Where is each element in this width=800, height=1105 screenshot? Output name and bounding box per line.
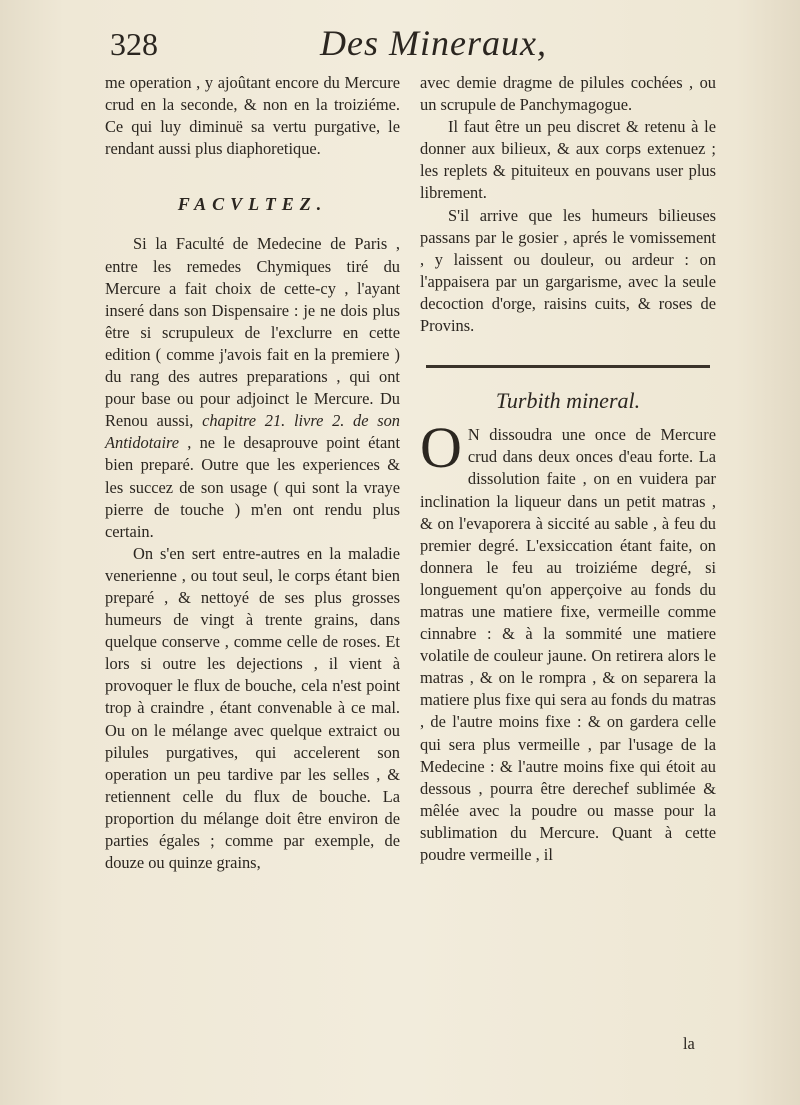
page-header <box>110 22 710 66</box>
page-number: 328 <box>110 26 158 62</box>
left-column <box>105 72 400 874</box>
right-paragraph-4-text: N dissoudra une once de Mercure crud dans deux onces d'eau forte. La dissolution faite , on en vuidera par inclination la liqueur dans un petit matras , & on l'evaporera à siccité au sable , à feu du premier degré. L'exsiccation étant faite, on donnera le feu au troiziéme degré, si longuement qu'on apperçoive au fonds du matras une matiere fixe, vermeille comme cinnabre : & à la sommité une matiere volatile de couleur jaune. On retirera alors le matras , & on le rompra , & on separera la matiere plus fixe qui sera au fonds du matras , de l'autre moins fixe : & on gardera celle qui sera plus vermeille , par l'usage de la Medecine : & l'autre moins fixe qui étoit au dessous , pourra être derechef sublimée & mêlée avec la poudre ou masse pour la sublimation du Mercure. Quant à cette poudre vermeille , il <box>420 425 716 864</box>
left-paragraph-2-reference: chapitre 21. livre 2. de son Antidotaire <box>105 411 400 453</box>
left-paragraph-2-b: , ne le desaprouve point étant bien preparé. Outre que les experiences & les succez de son usage ( qui sont la vraye pierre de touche ) m'en ont rendu plus certain. <box>105 433 400 541</box>
right-paragraph-2: Il faut être un peu discret & retenu à le donner aux bilieux, & aux corps extenuez ; les replets & pituiteux en pouvans user plus librement. <box>420 117 716 203</box>
left-paragraph-2-a: Si la Faculté de Medecine de Paris , entre les remedes Chymiques tiré du Mercure a fait choix de cette-cy , l'ayant inseré dans son Dispensaire : je ne dois plus être si scrupuleux de l'exclurre en cette edition ( comme j'avois fait en la premiere ) du rang des autres preparations , qui ont pour base ou pour adjoinct le Mercure. Du Renou aussi, <box>105 234 400 431</box>
left-paragraph-2 <box>105 233 400 542</box>
right-paragraph-3: S'il arrive que les humeurs bilieuses passans par le gosier , aprés le vomissement , y laissent ou douleur, ou ardeur : on l'appaisera par un gargarisme, avec la seule decoction d'orge, raisins cuits, & roses de Provins. <box>420 205 716 336</box>
running-title: Des Mineraux, <box>320 23 547 63</box>
catchword: la <box>683 1034 695 1053</box>
drop-cap: O <box>420 415 462 481</box>
section-heading-facultez: FACVLTEZ. <box>177 194 328 215</box>
right-paragraph-4 <box>420 415 716 866</box>
right-column <box>420 72 716 866</box>
section-divider <box>426 365 710 368</box>
section-heading-turbith: Turbith mineral. <box>495 388 641 414</box>
left-paragraph-1: me operation , y ajoûtant encore du Mercure crud en la seconde, & non en la troiziéme. Ce qui luy diminuë sa vertu purgative, le rendant aussi plus diaphoretique. <box>105 73 400 159</box>
left-paragraph-3: On s'en sert entre-autres en la maladie venerienne , ou tout seul, le corps étant bien preparé , & nettoyé de ses plus grosses humeurs de vingt à trente grains, dans quelque conserve , comme celle de roses. Et lors si outre les dejections , il vient à provoquer le flux de bouche, cela n'est point trop à craindre , étant convenable à ce mal. Ou on le mélange avec quelque extraict ou pilules purgatives, qui accelerent son operation un peu tardive par les selles , & retiennent celle du flux de bouche. La proportion du mélange doit être environ de parties égales ; comme par exemple, de douze ou quinze grains, <box>105 543 400 873</box>
right-paragraph-1: avec demie dragme de pilules cochées , ou un scrupule de Panchymagogue. <box>420 73 716 115</box>
